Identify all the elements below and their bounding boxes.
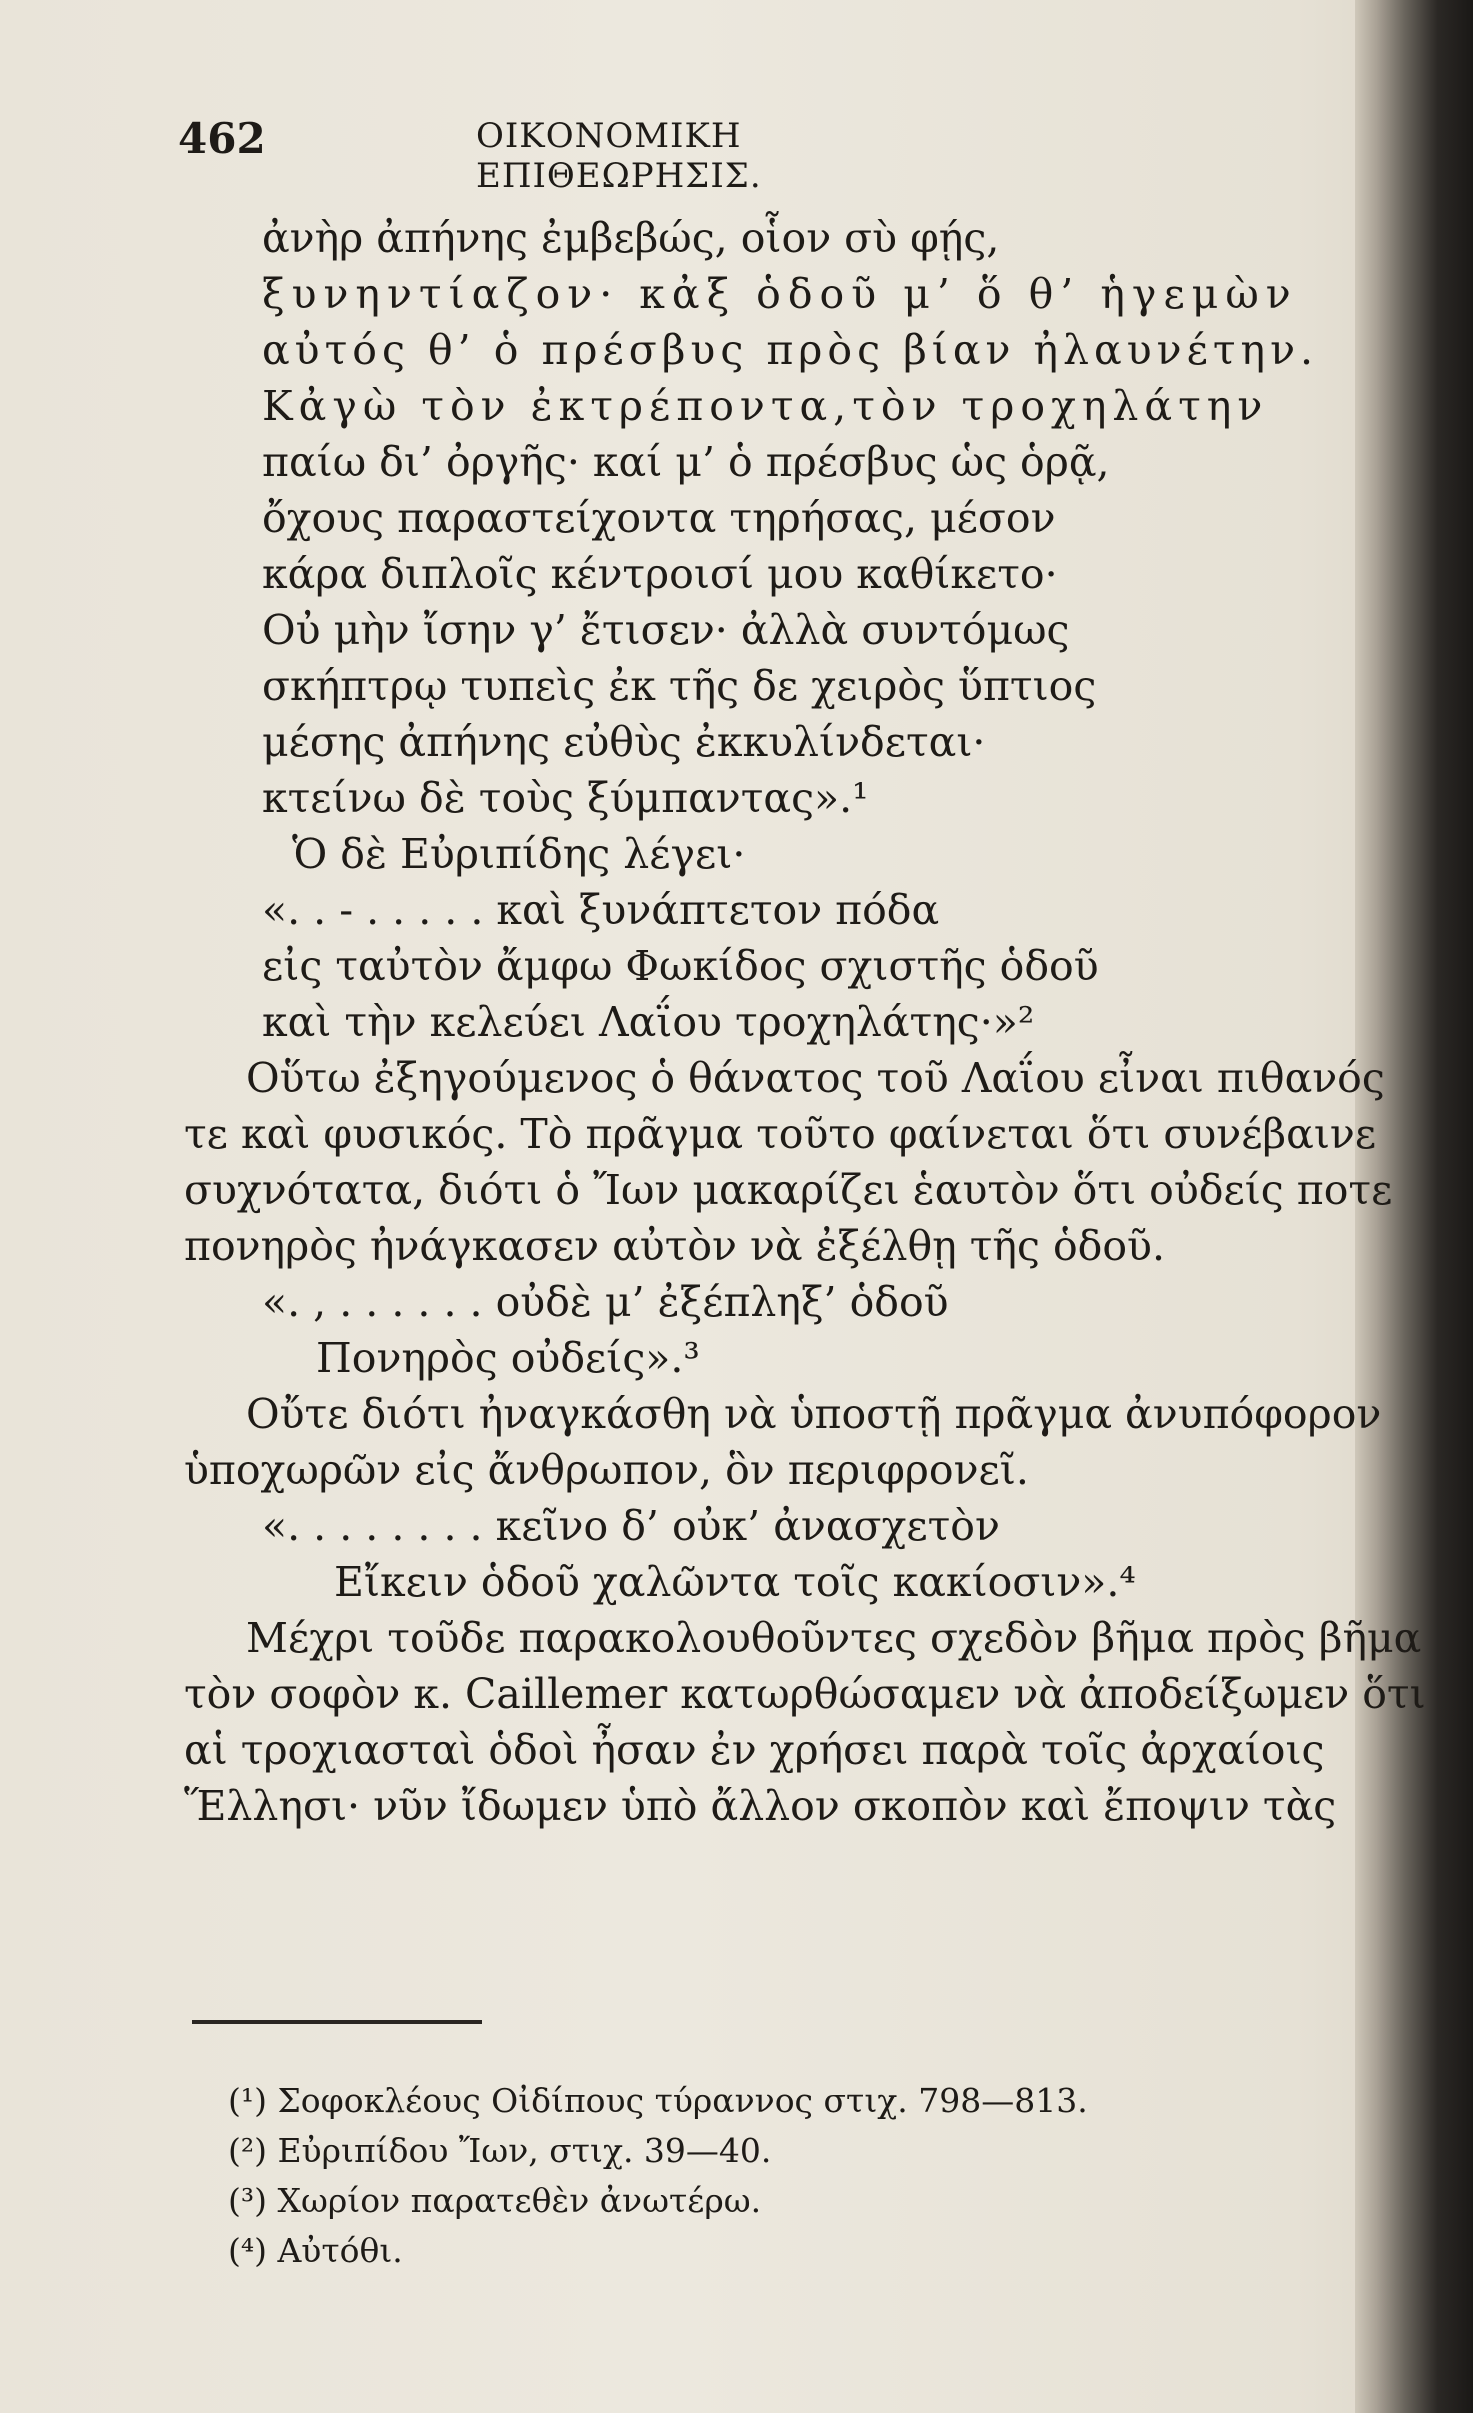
page-number: 462 bbox=[178, 114, 266, 163]
verse-line: μέσης ἀπήνης εὐθὺς ἐκκυλίνδεται· bbox=[262, 718, 986, 766]
prose-line: αἱ τροχιασταὶ ὁδοὶ ἦσαν ἐν χρήσει παρὰ τοῖς ἀρχαίοις bbox=[184, 1726, 1325, 1774]
prose-line: συχνότατα, διότι ὁ Ἴων μακαρίζει ἑαυτὸν ὅτι οὐδείς ποτε bbox=[184, 1166, 1393, 1214]
verse-line: «. , . . . . . . οὐδὲ μ’ ἐξέπληξ’ ὁδοῦ bbox=[262, 1278, 949, 1326]
page-header bbox=[178, 108, 1018, 196]
prose-line: Ἕλλησι· νῦν ἴδωμεν ὑπὸ ἄλλον σκοπὸν καὶ ἔποψιν τὰς bbox=[184, 1782, 1337, 1830]
footnote-3: (³) Χωρίον παρατεθὲν ἀνωτέρω. bbox=[228, 2181, 762, 2220]
prose-line: πονηρὸς ἠνάγκασεν αὐτὸν νὰ ἐξέλθῃ τῆς ὁδοῦ. bbox=[184, 1222, 1165, 1270]
verse-line: κάρα διπλοῖς κέντροισί μου καθίκετο· bbox=[262, 550, 1058, 598]
verse-line: ἀνὴρ ἀπήνης ἐμβεβώς, οἷον σὺ φῄς, bbox=[262, 214, 1000, 262]
footnote-1: (¹) Σοφοκλέους Οἰδίπους τύραννος στιχ. 798—813. bbox=[228, 2081, 1088, 2120]
prose-line: Μέχρι τοῦδε παρακολουθοῦντες σχεδὸν βῆμα πρὸς βῆμα bbox=[246, 1614, 1422, 1662]
prose-line: ὑποχωρῶν εἰς ἄνθρωπον, ὃν περιφρονεῖ. bbox=[184, 1446, 1029, 1494]
verse-line: ὄχους παραστείχοντα τηρήσας, μέσον bbox=[262, 494, 1056, 542]
footnote-4: (⁴) Αὐτόθι. bbox=[228, 2231, 403, 2270]
prose-line: τε καὶ φυσικός. Τὸ πρᾶγμα τοῦτο φαίνεται ὅτι συνέβαινε bbox=[184, 1110, 1377, 1158]
running-title: ΟΙΚΟΝΟΜΙΚΗ ΕΠΙΘΕΩΡΗΣΙΣ. bbox=[476, 116, 762, 196]
verse-line: σκήπτρῳ τυπεὶς ἐκ τῆς δε χειρὸς ὕπτιος bbox=[262, 662, 1097, 710]
verse-line: «. . . . . . . . κεῖνο δ’ οὐκ’ ἀνασχετὸν bbox=[262, 1502, 1000, 1550]
verse-line: αὐτός θ’ ὁ πρέσβυς πρὸς βίαν ἠλαυνέτην. bbox=[262, 326, 1319, 374]
verse-line: καὶ τὴν κελεύει Λαΐου τροχηλάτης·»² bbox=[262, 998, 1035, 1046]
footnote-2: (²) Εὐριπίδου Ἴων, στιχ. 39—40. bbox=[228, 2131, 772, 2170]
prose-line: Ὁ δὲ Εὐριπίδης λέγει· bbox=[292, 830, 746, 878]
verse-line: Οὐ μὴν ἴσην γ’ ἔτισεν· ἀλλὰ συντόμως bbox=[262, 606, 1070, 654]
verse-line: Κἀγὼ τὸν ἐκτρέποντα,τὸν τροχηλάτην bbox=[262, 382, 1269, 430]
footnote-divider bbox=[192, 2020, 482, 2024]
prose-line: Οὔτε διότι ἠναγκάσθη νὰ ὑποστῇ πρᾶγμα ἀνυπόφορον bbox=[246, 1390, 1382, 1438]
verse-line: Εἴκειν ὁδοῦ χαλῶντα τοῖς κακίοσιν».⁴ bbox=[334, 1558, 1136, 1606]
verse-line: «. . - . . . . . καὶ ξυνάπτετον πόδα bbox=[262, 886, 940, 934]
prose-line: τὸν σοφὸν κ. Caillemer κατωρθώσαμεν νὰ ἀποδείξωμεν ὅτι bbox=[184, 1670, 1426, 1718]
verse-line: εἰς ταὐτὸν ἄμφω Φωκίδος σχιστῆς ὁδοῦ bbox=[262, 942, 1099, 990]
verse-line: Πονηρὸς οὐδείς».³ bbox=[316, 1334, 700, 1382]
prose-line: Οὕτω ἐξηγούμενος ὁ θάνατος τοῦ Λαΐου εἶναι πιθανός bbox=[246, 1054, 1385, 1102]
verse-line: ξυνηντίαζον· κἀξ ὁδοῦ μ’ ὅ θ’ ἡγεμὼν bbox=[262, 270, 1298, 318]
verse-line: παίω δι’ ὀργῆς· καί μ’ ὁ πρέσβυς ὡς ὁρᾷ, bbox=[262, 438, 1110, 486]
verse-line: κτείνω δὲ τοὺς ξύμπαντας».¹ bbox=[262, 774, 869, 822]
